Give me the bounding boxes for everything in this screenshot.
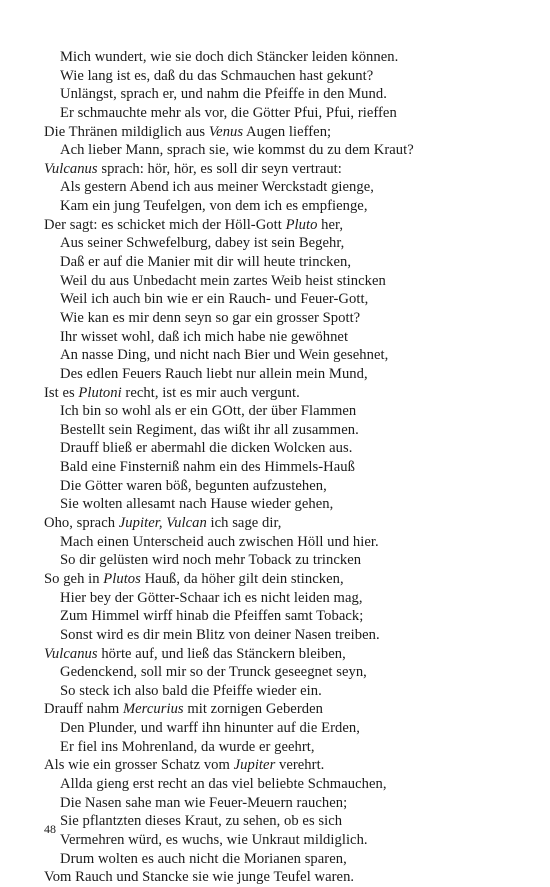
verse-text: hörte auf, und ließ das Stänckern bleiben, [97,645,346,662]
verse-text: ich sage dir, [206,515,282,532]
verse-line [44,495,514,514]
verse-line [44,738,514,757]
verse-line [44,551,514,570]
verse-text: Den Plunder, und warff ihn hinunter auf die Erden, [60,720,360,737]
verse-text: So steck ich also bald die Pfeiffe wieder ein. [60,682,322,699]
italic-name: Pluto [285,216,318,233]
verse-text: Sie wolten allesamt nach Hause wieder gehen, [60,496,334,513]
verse-line [44,346,514,365]
verse-text: Daß er auf die Manier mit dir will heute trincken, [60,254,352,271]
verse-text: Unlängst, sprach er, und nahm die Pfeiffe in den Mund. [60,86,387,103]
verse-text: her, [317,216,344,233]
italic-name: Plutoni [78,384,122,401]
verse-line [44,607,514,626]
verse-line [44,831,514,850]
verse-text: Weil ich auch bin wie er ein Rauch- und Feuer-Gott, [60,291,369,308]
verse-text: Drauff nahm [44,701,123,718]
verse-text: Er fiel ins Mohrenland, da wurde er geehrt, [60,738,315,755]
verse-text: sprach: hör, hör, es soll dir seyn vertraut: [97,160,342,177]
verse-line [44,272,514,291]
verse-line [44,365,514,384]
verse-text: Die Nasen sahe man wie Feuer-Meuern rauchen; [60,794,348,811]
verse-line [44,309,514,328]
verse-text: Mach einen Unterscheid auch zwischen Höll und hier. [60,533,379,550]
poem-text [44,48,514,887]
verse-text: Drauff bließ er abermahl die dicken Wolcken aus. [60,440,353,457]
verse-line [44,216,514,235]
verse-text: Ach lieber Mann, sprach sie, wie kommst du zu dem Kraut? [60,142,414,159]
verse-text: Vermehren würd, es wuchs, wie Unkraut mildiglich. [60,831,368,848]
italic-name: Venus [208,123,244,140]
verse-text: Allda gieng erst recht an das viel beliebte Schmauchen, [60,775,387,792]
verse-text: Er schmauchte mehr als vor, die Götter Pfui, Pfui, rieffen [60,104,397,121]
verse-line [44,402,514,421]
verse-text: Sonst wird es dir mein Blitz von deiner Nasen treiben. [60,626,380,643]
verse-text: Wie kan es mir denn seyn so gar ein grosser Spott? [60,309,361,326]
verse-text: Augen lieffen; [243,123,332,140]
verse-text: Hauß, da höher gilt dein stincken, [140,570,344,587]
verse-line [44,663,514,682]
verse-line [44,439,514,458]
verse-text: Wie lang ist es, daß du das Schmauchen hast gekunt? [60,67,374,84]
verse-text: Ich bin so wohl als er ein GOtt, der über Flammen [60,403,357,420]
verse-line [44,234,514,253]
verse-line [44,589,514,608]
verse-text: Zum Himmel wirff hinab die Pfeiffen samt Toback; [60,608,364,625]
verse-text: Der sagt: es schicket mich der Höll-Gott [44,216,286,233]
verse-text: An nasse Ding, und nicht nach Bier und Wein gesehnet, [60,347,389,364]
verse-line [44,141,514,160]
verse-text: verehrt. [275,757,325,774]
verse-line [44,85,514,104]
verse-line [44,645,514,664]
verse-text: Die Götter waren böß, begunten aufzustehen, [60,477,327,494]
verse-line [44,290,514,309]
verse-line [44,719,514,738]
verse-text: Vom Rauch und Stancke sie wie junge Teufel waren. [44,869,355,886]
verse-line [44,123,514,142]
italic-name: Plutos [103,570,141,587]
verse-line [44,868,514,887]
verse-text: Drum wolten es auch nicht die Morianen sparen, [60,850,347,867]
verse-text: Weil du aus Unbedacht mein zartes Weib heist stincken [60,272,386,289]
verse-text: Mich wundert, wie sie doch dich Stäncker leiden können. [60,49,399,65]
verse-text: So geh in [44,570,104,587]
verse-text: Die Thränen mildiglich aus [44,123,209,140]
verse-text: Hier bey der Götter-Schaar ich es nicht leiden mag, [60,589,363,606]
verse-text: Oho, sprach [44,515,119,532]
verse-text: Sie pflantzten dieses Kraut, zu sehen, ob es sich [60,813,343,830]
verse-line [44,812,514,831]
verse-text: Des edlen Feuers Rauch liebt nur allein mein Mund, [60,365,368,382]
verse-text: Bestellt sein Regiment, das wißt ihr all zusammen. [60,421,359,438]
verse-line [44,178,514,197]
verse-line [44,700,514,719]
italic-name: Vulcanus [44,160,98,177]
verse-line [44,775,514,794]
verse-line [44,756,514,775]
italic-name: Jupiter, Vulcan [118,515,207,532]
verse-line [44,458,514,477]
italic-name: Mercurius [122,701,184,718]
verse-line [44,67,514,86]
verse-text: Bald eine Finsterniß nahm ein des Himmels-Hauß [60,459,355,476]
verse-line [44,682,514,701]
verse-line [44,570,514,589]
verse-line [44,421,514,440]
page-number: 48 [44,822,56,836]
verse-text: Kam ein jung Teufelgen, von dem ich es empfienge, [60,198,368,215]
verse-text: Aus seiner Schwefelburg, dabey ist sein Begehr, [60,235,345,252]
verse-text: Als gestern Abend ich aus meiner Werckstadt gienge, [60,179,374,196]
italic-name: Jupiter [233,757,276,774]
italic-name: Vulcanus [44,645,98,662]
verse-line [44,104,514,123]
verse-line [44,477,514,496]
verse-line [44,626,514,645]
verse-text: mit zornigen Geberden [183,701,323,718]
verse-line [44,514,514,533]
verse-line [44,48,514,67]
verse-line [44,328,514,347]
verse-text: Gedenckend, soll mir so der Trunck geseegnet seyn, [60,664,367,681]
verse-text: recht, ist es mir auch vergunt. [121,384,300,401]
verse-line [44,160,514,179]
verse-text: Ist es [44,384,79,401]
verse-line [44,384,514,403]
verse-line [44,253,514,272]
verse-line [44,794,514,813]
verse-line [44,197,514,216]
verse-text: Als wie ein grosser Schatz vom [44,757,234,774]
verse-line [44,533,514,552]
verse-text: Ihr wisset wohl, daß ich mich habe nie gewöhnet [60,328,349,345]
verse-text: So dir gelüsten wird noch mehr Toback zu trincken [60,552,362,569]
verse-line [44,850,514,869]
